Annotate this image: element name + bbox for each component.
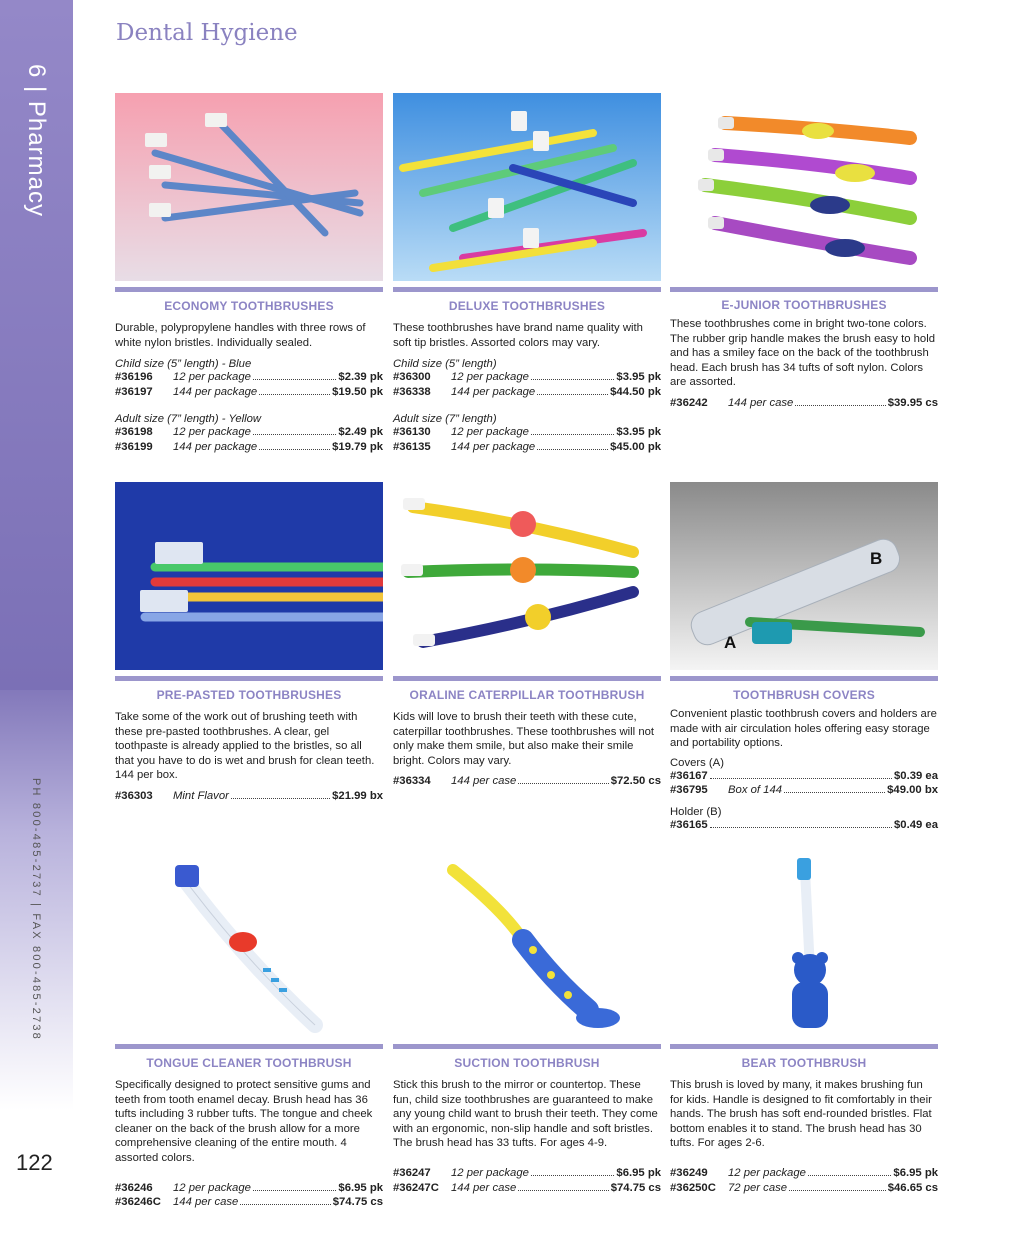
price: $74.75 cs bbox=[610, 1181, 661, 1194]
caterpillar-toothbrush-illustration bbox=[393, 482, 661, 670]
covers-label: Covers (A) bbox=[670, 756, 724, 769]
quantity: 12 per package bbox=[173, 1181, 251, 1194]
sidebar-phone-fax: PH 800-485-2737 | FAX 800-485-2738 bbox=[30, 778, 42, 1041]
product-photo bbox=[670, 850, 938, 1038]
e-junior-toothbrush-illustration bbox=[670, 93, 938, 281]
price: $2.49 pk bbox=[338, 426, 383, 439]
divider bbox=[393, 676, 661, 681]
divider bbox=[393, 287, 661, 292]
product-deluxe-toothbrushes bbox=[393, 93, 661, 455]
product-photo bbox=[393, 482, 661, 670]
price-row bbox=[393, 774, 661, 789]
quantity: 12 per package bbox=[173, 426, 251, 439]
tongue-cleaner-toothbrush-illustration bbox=[115, 850, 383, 1038]
sku: #36795 bbox=[670, 784, 708, 797]
price-row bbox=[115, 385, 383, 400]
label-b: B bbox=[870, 549, 883, 568]
quantity: 12 per package bbox=[173, 371, 251, 384]
price-row bbox=[670, 783, 938, 798]
price: $49.00 bx bbox=[887, 784, 938, 797]
product-photo bbox=[393, 93, 661, 281]
price-row bbox=[670, 1181, 938, 1196]
product-photo bbox=[115, 850, 383, 1038]
price: $0.39 ea bbox=[894, 769, 938, 782]
price: $45.00 pk bbox=[610, 440, 661, 453]
economy-toothbrush-illustration bbox=[115, 93, 383, 281]
divider bbox=[670, 1044, 938, 1049]
product-title: PRE-PASTED TOOTHBRUSHES bbox=[156, 688, 342, 702]
sku: #36303 bbox=[115, 789, 153, 802]
divider bbox=[670, 676, 938, 681]
sku: #36334 bbox=[393, 775, 431, 788]
product-toothbrush-covers bbox=[670, 482, 938, 833]
price-row bbox=[115, 370, 383, 385]
quantity: 12 per package bbox=[451, 426, 529, 439]
product-bear-toothbrush bbox=[670, 850, 938, 1195]
toothbrush-covers-illustration bbox=[670, 482, 938, 670]
quantity: 144 per case bbox=[173, 1196, 239, 1209]
divider bbox=[393, 1044, 661, 1049]
product-title: ECONOMY TOOTHBRUSHES bbox=[164, 299, 334, 313]
product-title: TOOTHBRUSH COVERS bbox=[733, 688, 875, 702]
product-description: This brush is loved by many, it makes brushing fun for kids. Handle is designed to fit comfortably in their hands. The brush has soft end-rounded bristles. Flat bottom enables it to stand. The brush head has 30 tufts. For ages 2-6. bbox=[670, 1079, 932, 1150]
quantity: 144 per package bbox=[451, 440, 536, 453]
product-photo bbox=[393, 850, 661, 1038]
price-row bbox=[115, 440, 383, 455]
price-row bbox=[393, 1166, 661, 1181]
price-row bbox=[115, 1195, 383, 1210]
price-row bbox=[670, 818, 938, 833]
sku: #36135 bbox=[393, 440, 431, 453]
quantity: Box of 144 bbox=[728, 784, 783, 797]
quantity: 12 per package bbox=[451, 371, 529, 384]
sku: #36247 bbox=[393, 1166, 431, 1179]
product-economy-toothbrushes bbox=[115, 93, 383, 455]
product-description: Durable, polypropylene handles with three rows of white nylon bristles. Individually sealed. bbox=[115, 322, 366, 349]
size-label: Adult size (7” length) bbox=[393, 413, 497, 426]
size-label: Child size (5” length) - Blue bbox=[115, 358, 252, 371]
quantity: 144 per case bbox=[451, 775, 517, 788]
bear-toothbrush-illustration bbox=[670, 850, 938, 1038]
price: $19.79 pk bbox=[332, 440, 383, 453]
label-a: A bbox=[724, 633, 737, 652]
product-description: Kids will love to brush their teeth with these cute, caterpillar toothbrushes. These toothbrushes will not only make them smile, but also make their smile bright. Colors may vary. bbox=[393, 711, 655, 767]
price: $21.99 bx bbox=[332, 789, 383, 802]
product-photo bbox=[115, 482, 383, 670]
divider bbox=[115, 676, 383, 681]
product-title: E-JUNIOR TOOTHBRUSHES bbox=[721, 298, 887, 312]
price: $6.95 pk bbox=[893, 1166, 938, 1179]
size-label: Child size (5” length) bbox=[393, 358, 497, 371]
price: $6.95 pk bbox=[338, 1181, 383, 1194]
product-description: Convenient plastic toothbrush covers and holders are made with air circulation holes offering easy storage and portability options. bbox=[670, 708, 937, 750]
quantity: 72 per case bbox=[728, 1181, 788, 1194]
quantity: 144 per case bbox=[728, 396, 794, 409]
sidebar-tab bbox=[0, 0, 73, 1110]
price-row bbox=[393, 370, 661, 385]
deluxe-toothbrush-illustration bbox=[393, 93, 661, 281]
price-row bbox=[115, 425, 383, 440]
product-suction-toothbrush bbox=[393, 850, 661, 1195]
quantity: 144 per package bbox=[451, 385, 536, 398]
quantity: Mint Flavor bbox=[173, 789, 229, 802]
price-row bbox=[393, 440, 661, 455]
sku: #36196 bbox=[115, 371, 153, 384]
sku: #36250C bbox=[670, 1181, 716, 1194]
sku: #36198 bbox=[115, 426, 153, 439]
page-title: Dental Hygiene bbox=[116, 20, 298, 46]
quantity: 144 per package bbox=[173, 385, 258, 398]
divider bbox=[115, 287, 383, 292]
price: $44.50 pk bbox=[610, 385, 661, 398]
price: $39.95 cs bbox=[887, 396, 938, 409]
price-row bbox=[115, 789, 383, 804]
price-row bbox=[393, 425, 661, 440]
price: $3.95 pk bbox=[616, 371, 661, 384]
product-title: BEAR TOOTHBRUSH bbox=[741, 1056, 867, 1070]
product-tongue-cleaner-toothbrush bbox=[115, 850, 383, 1210]
product-title: SUCTION TOOTHBRUSH bbox=[454, 1056, 600, 1070]
price-row bbox=[670, 769, 938, 784]
price: $2.39 pk bbox=[338, 371, 383, 384]
price: $3.95 pk bbox=[616, 426, 661, 439]
holder-label: Holder (B) bbox=[670, 805, 722, 818]
sku: #36249 bbox=[670, 1166, 708, 1179]
price-row bbox=[670, 396, 938, 411]
price-row bbox=[393, 1181, 661, 1196]
sku: #36167 bbox=[670, 769, 708, 782]
sku: #36199 bbox=[115, 440, 153, 453]
product-photo bbox=[670, 482, 938, 670]
product-description: Take some of the work out of brushing teeth with these pre-pasted toothbrushes. A clear, gel toothpaste is already applied to the bristles, so all that you have to do is wet and brush for clean teeth. 144 per box. bbox=[115, 711, 375, 782]
sku: #36338 bbox=[393, 385, 431, 398]
quantity: 12 per package bbox=[728, 1166, 806, 1179]
product-description: Specifically designed to protect sensitive gums and teeth from tooth enamel decay. Brush head has 36 tufts including 3 rubber tufts. The tongue and cheek cleaner on the back of the brush allow for a more comprehensive cleaning of the entire mouth. 4 assorted colors. bbox=[115, 1079, 373, 1164]
size-label: Adult size (7” length) - Yellow bbox=[115, 413, 262, 426]
product-pre-pasted-toothbrushes bbox=[115, 482, 383, 804]
quantity: 144 per package bbox=[173, 440, 258, 453]
product-photo bbox=[670, 93, 938, 281]
sku: #36165 bbox=[670, 818, 708, 831]
product-e-junior-toothbrushes bbox=[670, 93, 938, 411]
sku: #36130 bbox=[393, 426, 431, 439]
price: $0.49 ea bbox=[894, 818, 938, 831]
sku: #36300 bbox=[393, 371, 431, 384]
sku: #36247C bbox=[393, 1181, 439, 1194]
product-description: Stick this brush to the mirror or countertop. These fun, child size toothbrushes are guaranteed to make any young child want to brush their teeth. They come with an ergonomic, non-slip handle and soft bristles. The brush head has 33 tufts. For ages 4-9. bbox=[393, 1079, 658, 1150]
divider bbox=[670, 287, 938, 292]
page-number: 122 bbox=[16, 1150, 53, 1175]
product-description: These toothbrushes have brand name quality with soft tip bristles. Assorted colors may vary. bbox=[393, 322, 643, 349]
product-oraline-caterpillar-toothbrush bbox=[393, 482, 661, 789]
sidebar-section-label: 6 | Pharmacy bbox=[23, 64, 50, 217]
price: $19.50 pk bbox=[332, 385, 383, 398]
price-row bbox=[115, 1181, 383, 1196]
sku: #36197 bbox=[115, 385, 153, 398]
price: $6.95 pk bbox=[616, 1166, 661, 1179]
quantity: 12 per package bbox=[451, 1166, 529, 1179]
product-title: TONGUE CLEANER TOOTHBRUSH bbox=[146, 1056, 352, 1070]
product-title: DELUXE TOOTHBRUSHES bbox=[448, 299, 606, 313]
sku: #36246 bbox=[115, 1181, 153, 1194]
suction-toothbrush-illustration bbox=[393, 850, 661, 1038]
sku: #36246C bbox=[115, 1196, 161, 1209]
product-title: ORALINE CATERPILLAR TOOTHBRUSH bbox=[409, 688, 645, 702]
price: $46.65 cs bbox=[887, 1181, 938, 1194]
pre-pasted-toothbrush-illustration bbox=[115, 482, 383, 670]
quantity: 144 per case bbox=[451, 1181, 517, 1194]
price-row bbox=[393, 385, 661, 400]
product-photo bbox=[115, 93, 383, 281]
price: $72.50 cs bbox=[610, 775, 661, 788]
price-row bbox=[670, 1166, 938, 1181]
sku: #36242 bbox=[670, 396, 708, 409]
product-description: These toothbrushes come in bright two-tone colors. The rubber grip handle makes the brush easy to hold and has a smiley face on the back of the toothbrush head. Each brush has 34 tufts of soft nylon. Colors are assorted. bbox=[670, 318, 936, 389]
divider bbox=[115, 1044, 383, 1049]
price: $74.75 cs bbox=[332, 1196, 383, 1209]
